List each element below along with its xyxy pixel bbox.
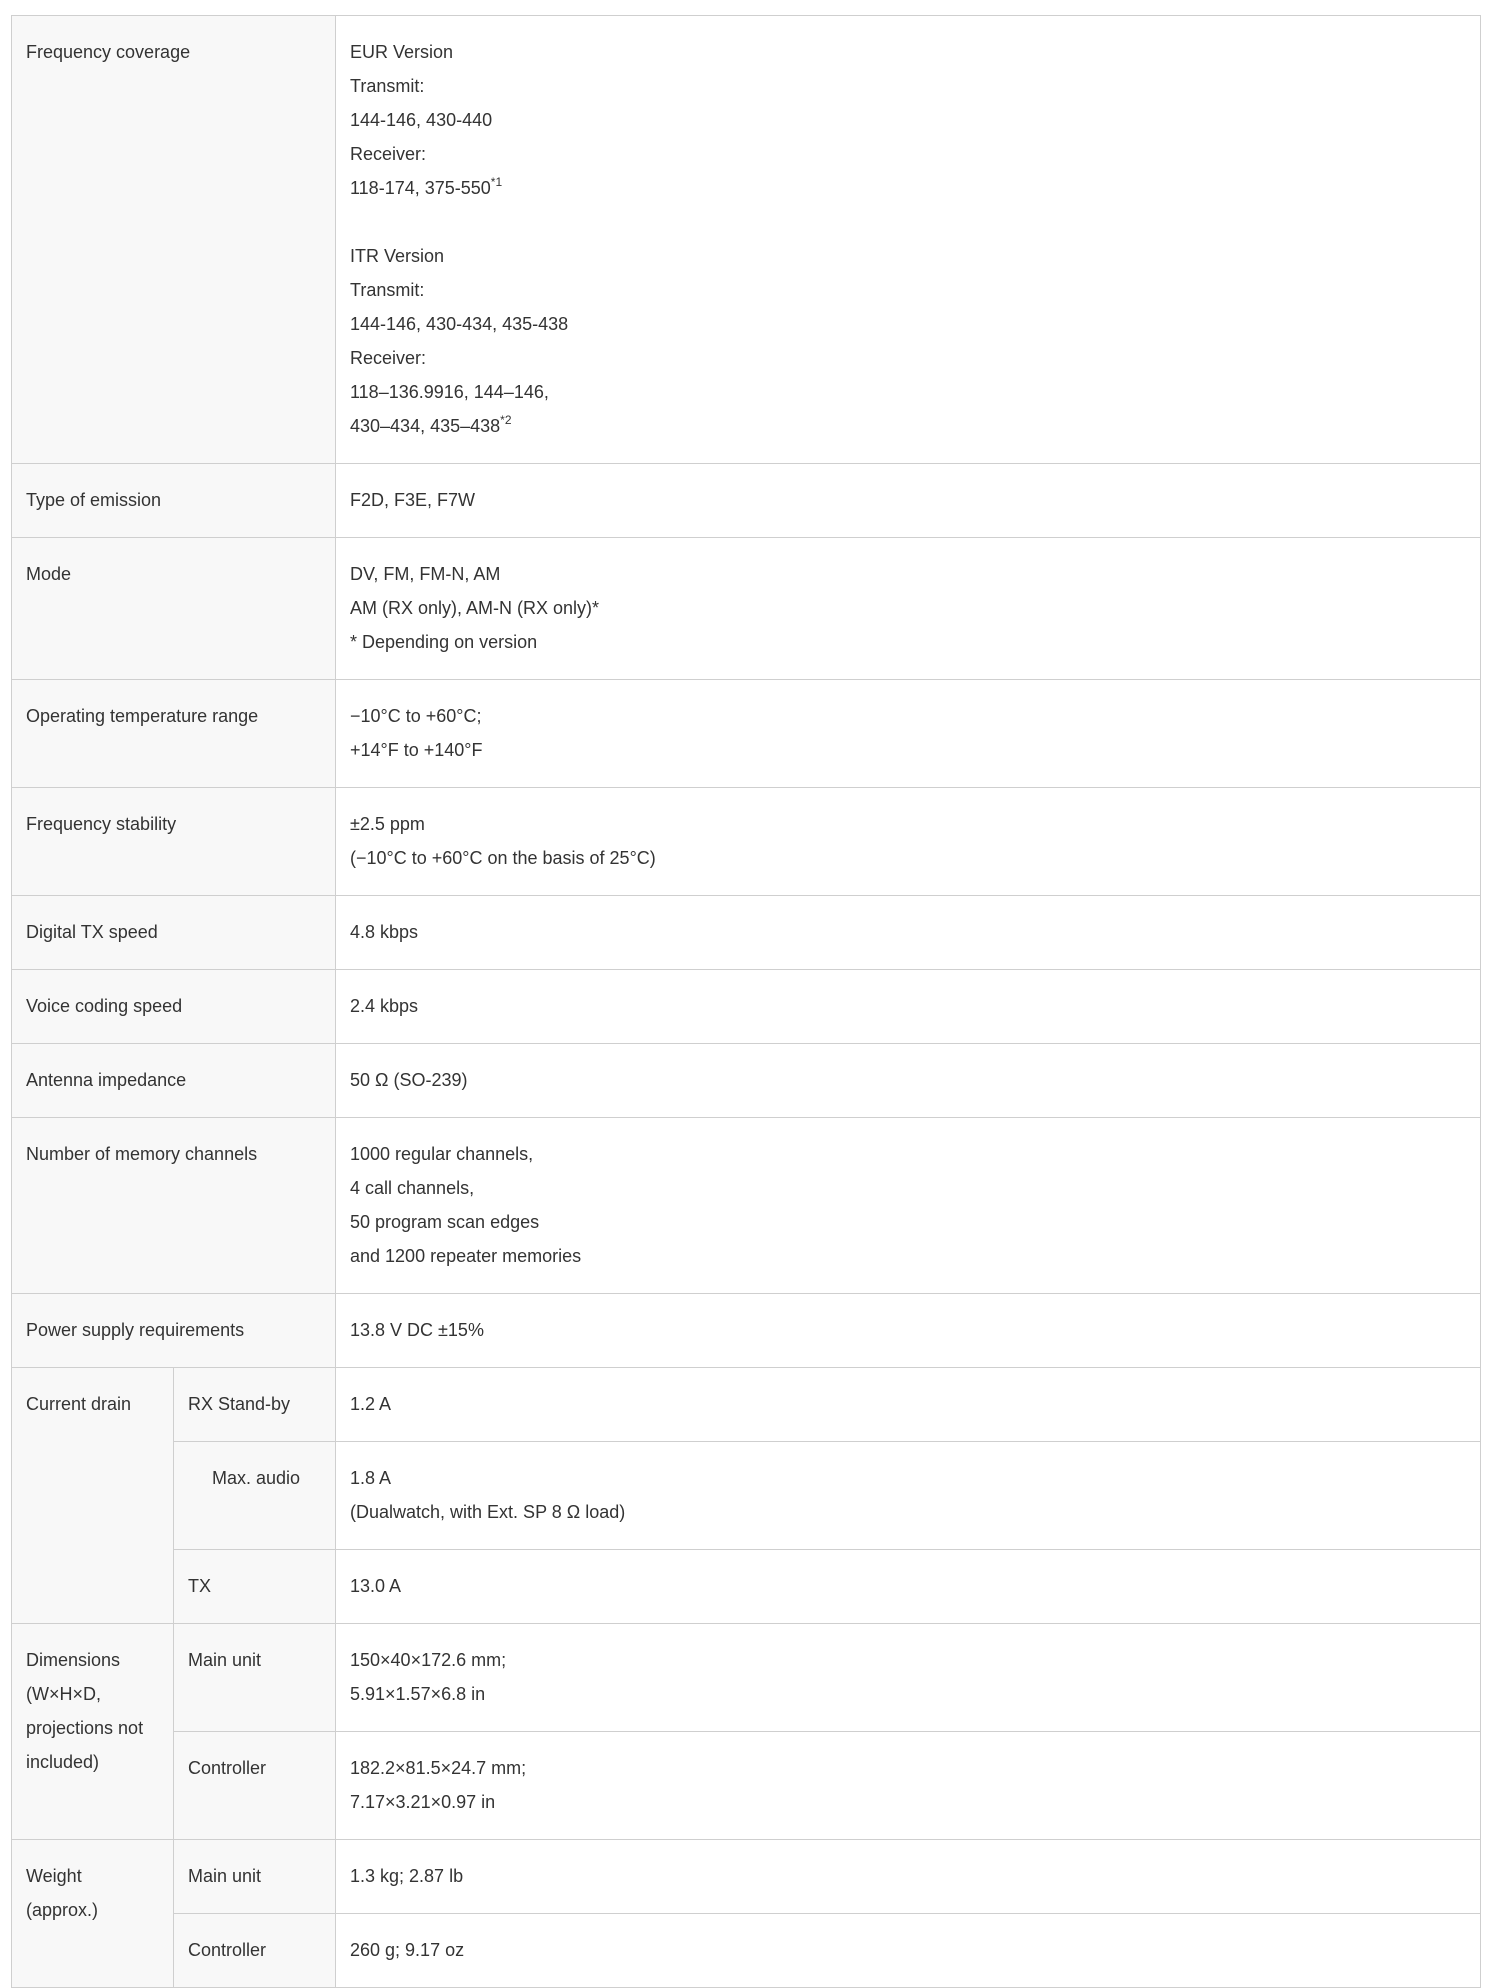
spec-value — [336, 1732, 1481, 1840]
eur-receiver-label: Receiver: — [350, 144, 427, 164]
spec-label: Mode — [12, 538, 336, 680]
itr-receiver-range-line1: 118–136.9916, 144–146, — [350, 382, 549, 402]
spec-row-dimensions-controller — [12, 1732, 1481, 1840]
label-line: (W×H×D, — [26, 1684, 102, 1704]
spec-value: 260 g; 9.17 oz — [336, 1914, 1481, 1988]
spec-row-memory-channels — [12, 1118, 1481, 1294]
spec-label: Operating temperature range — [12, 680, 336, 788]
spec-value — [336, 680, 1481, 788]
spec-value — [336, 1442, 1481, 1550]
spec-row-current-drain-rx-standby — [12, 1368, 1481, 1442]
spec-value — [336, 788, 1481, 896]
section-spacer — [350, 205, 1466, 239]
label-line: projections not — [26, 1718, 144, 1738]
spec-row-frequency-coverage — [12, 16, 1481, 464]
spec-label: Voice coding speed — [12, 970, 336, 1044]
spec-label: Antenna impedance — [12, 1044, 336, 1118]
spec-sublabel: Max. audio — [174, 1442, 336, 1550]
label-line: (approx.) — [26, 1900, 99, 1920]
value-line: ±2.5 ppm — [350, 814, 425, 834]
value-line: −10°C to +60°C; — [350, 706, 482, 726]
spec-value: 2.4 kbps — [336, 970, 1481, 1044]
value-line: +14°F to +140°F — [350, 740, 483, 760]
value-line: 50 program scan edges — [350, 1212, 540, 1232]
spec-row-type-of-emission — [12, 464, 1481, 538]
itr-receiver-line2 — [350, 409, 1466, 443]
spec-sublabel: TX — [174, 1550, 336, 1624]
spec-value: 50 Ω (SO-239) — [336, 1044, 1481, 1118]
spec-value — [336, 16, 1481, 464]
itr-transmit-range: 144-146, 430-434, 435-438 — [350, 314, 569, 334]
spec-value — [336, 1624, 1481, 1732]
value-line: 182.2×81.5×24.7 mm; — [350, 1758, 527, 1778]
value-line: 7.17×3.21×0.97 in — [350, 1792, 496, 1812]
spec-row-voice-coding-speed — [12, 970, 1481, 1044]
value-line: 5.91×1.57×6.8 in — [350, 1684, 486, 1704]
specifications-table — [11, 15, 1481, 1988]
spec-sublabel: RX Stand-by — [174, 1368, 336, 1442]
label-line: included) — [26, 1752, 100, 1772]
spec-row-operating-temperature — [12, 680, 1481, 788]
spec-row-weight-controller — [12, 1914, 1481, 1988]
value-line: AM (RX only), AM-N (RX only)* — [350, 598, 600, 618]
footnote-marker: *2 — [500, 413, 512, 427]
spec-label: Power supply requirements — [12, 1294, 336, 1368]
eur-receiver-line — [350, 171, 1466, 205]
value-line: (Dualwatch, with Ext. SP 8 Ω load) — [350, 1502, 626, 1522]
value-line: 1000 regular channels, — [350, 1144, 534, 1164]
eur-receiver-range: 118-174, 375-550 — [350, 178, 491, 198]
spec-value: 13.0 A — [336, 1550, 1481, 1624]
spec-row-frequency-stability — [12, 788, 1481, 896]
spec-sublabel: Controller — [174, 1732, 336, 1840]
value-line: 150×40×172.6 mm; — [350, 1650, 507, 1670]
spec-sublabel: Controller — [174, 1914, 336, 1988]
spec-value — [336, 538, 1481, 680]
spec-value: 1.2 A — [336, 1368, 1481, 1442]
eur-transmit-range: 144-146, 430-440 — [350, 110, 493, 130]
spec-sublabel: Main unit — [174, 1840, 336, 1914]
itr-receiver-range-line2: 430–434, 435–438 — [350, 416, 501, 436]
spec-row-weight-main-unit — [12, 1840, 1481, 1914]
spec-label: Current drain — [12, 1368, 174, 1624]
spec-label — [12, 1840, 174, 1988]
spec-row-antenna-impedance — [12, 1044, 1481, 1118]
spec-label: Type of emission — [12, 464, 336, 538]
spec-row-mode — [12, 538, 1481, 680]
value-line: (−10°C to +60°C on the basis of 25°C) — [350, 848, 656, 868]
label-line: Dimensions — [26, 1650, 121, 1670]
spec-row-current-drain-tx — [12, 1550, 1481, 1624]
eur-transmit-label: Transmit: — [350, 76, 425, 96]
spec-value: F2D, F3E, F7W — [336, 464, 1481, 538]
footnote-marker: *1 — [490, 175, 503, 189]
spec-value — [336, 1118, 1481, 1294]
value-line: * Depending on version — [350, 632, 538, 652]
spec-row-current-drain-max-audio — [12, 1442, 1481, 1550]
label-line: Weight — [26, 1866, 82, 1886]
itr-transmit-label: Transmit: — [350, 280, 425, 300]
eur-version-title: EUR Version — [350, 42, 454, 62]
spec-label — [12, 1624, 174, 1840]
spec-label: Digital TX speed — [12, 896, 336, 970]
spec-row-dimensions-main-unit — [12, 1624, 1481, 1732]
value-line: DV, FM, FM-N, AM — [350, 564, 501, 584]
spec-row-digital-tx-speed — [12, 896, 1481, 970]
itr-receiver-label: Receiver: — [350, 348, 427, 368]
value-line: 4 call channels, — [350, 1178, 475, 1198]
spec-label: Number of memory channels — [12, 1118, 336, 1294]
value-line: 1.8 A — [350, 1468, 392, 1488]
spec-row-power-supply — [12, 1294, 1481, 1368]
itr-version-title: ITR Version — [350, 246, 445, 266]
spec-label: Frequency stability — [12, 788, 336, 896]
spec-value: 1.3 kg; 2.87 lb — [336, 1840, 1481, 1914]
spec-sublabel: Main unit — [174, 1624, 336, 1732]
spec-label: Frequency coverage — [12, 16, 336, 464]
spec-value: 13.8 V DC ±15% — [336, 1294, 1481, 1368]
value-line: and 1200 repeater memories — [350, 1246, 582, 1266]
spec-value: 4.8 kbps — [336, 896, 1481, 970]
